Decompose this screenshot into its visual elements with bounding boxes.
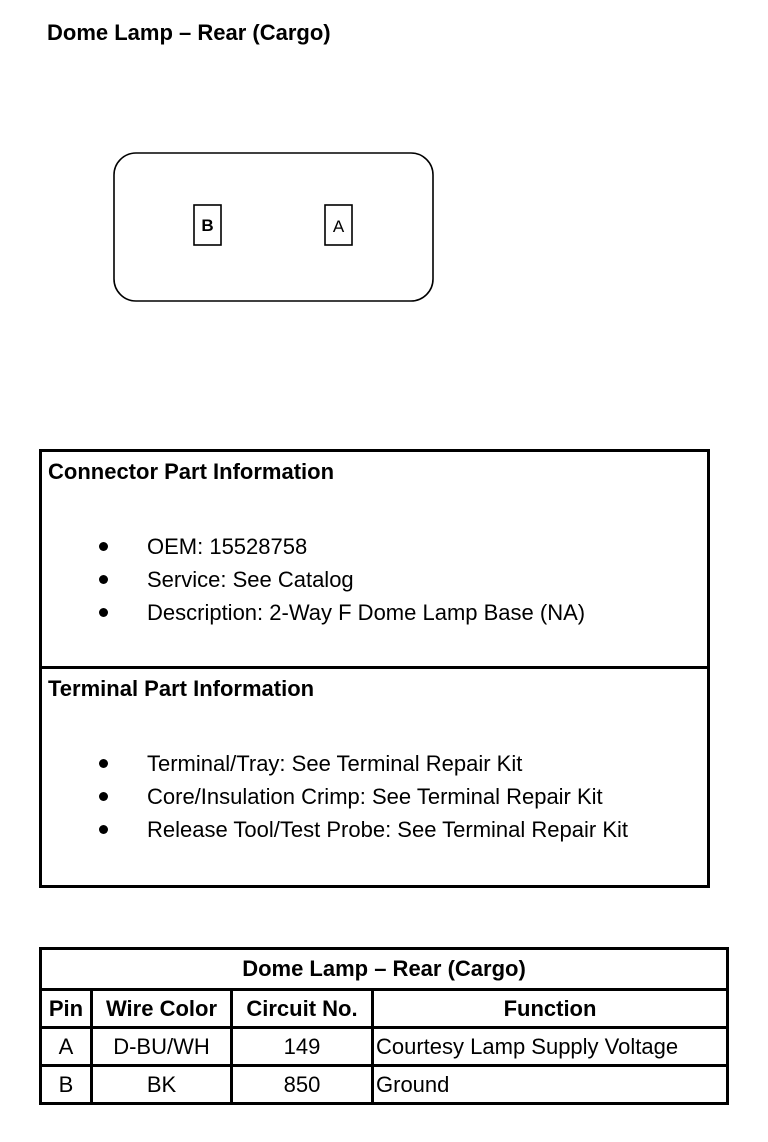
cell-pin: A xyxy=(41,1028,92,1066)
page-title: Dome Lamp – Rear (Cargo) xyxy=(47,20,331,45)
connector-info-heading: Connector Part Information xyxy=(48,459,335,484)
cell-wire-color: D-BU/WH xyxy=(92,1028,232,1066)
table-row xyxy=(41,1028,728,1066)
cell-function: Courtesy Lamp Supply Voltage xyxy=(373,1028,728,1066)
table-caption-row xyxy=(41,949,728,990)
list-item: Service: See Catalog xyxy=(42,563,585,596)
list-item: Core/Insulation Crimp: See Terminal Repair Kit xyxy=(42,780,628,813)
list-item: Terminal/Tray: See Terminal Repair Kit xyxy=(42,747,628,780)
cell-circuit-no: 149 xyxy=(232,1028,373,1066)
connector-info-list xyxy=(42,530,585,629)
cell-function: Ground xyxy=(373,1066,728,1104)
terminal-info-heading: Terminal Part Information xyxy=(48,676,315,701)
list-item: Release Tool/Test Probe: See Terminal Repair Kit xyxy=(42,813,628,846)
connector-part-info xyxy=(42,452,707,669)
pin-a-label: A xyxy=(332,217,345,236)
terminal-info-list xyxy=(42,747,628,846)
cell-wire-color: BK xyxy=(92,1066,232,1104)
list-item: OEM: 15528758 xyxy=(42,530,585,563)
header-pin: Pin xyxy=(41,990,92,1028)
terminal-part-info xyxy=(42,669,707,885)
table-caption: Dome Lamp – Rear (Cargo) xyxy=(41,949,728,990)
cell-pin: B xyxy=(41,1066,92,1104)
cell-circuit-no: 850 xyxy=(232,1066,373,1104)
pin-b-label: B xyxy=(201,216,214,235)
list-item: Description: 2-Way F Dome Lamp Base (NA) xyxy=(42,596,585,629)
connector-outline xyxy=(114,153,433,301)
header-circuit-no: Circuit No. xyxy=(232,990,373,1028)
part-information-box xyxy=(39,449,710,888)
table-row xyxy=(41,1066,728,1104)
table-header-row xyxy=(41,990,728,1028)
header-wire-color: Wire Color xyxy=(92,990,232,1028)
pinout-table xyxy=(39,947,729,1105)
header-function: Function xyxy=(373,990,728,1028)
connector-diagram xyxy=(0,0,768,420)
